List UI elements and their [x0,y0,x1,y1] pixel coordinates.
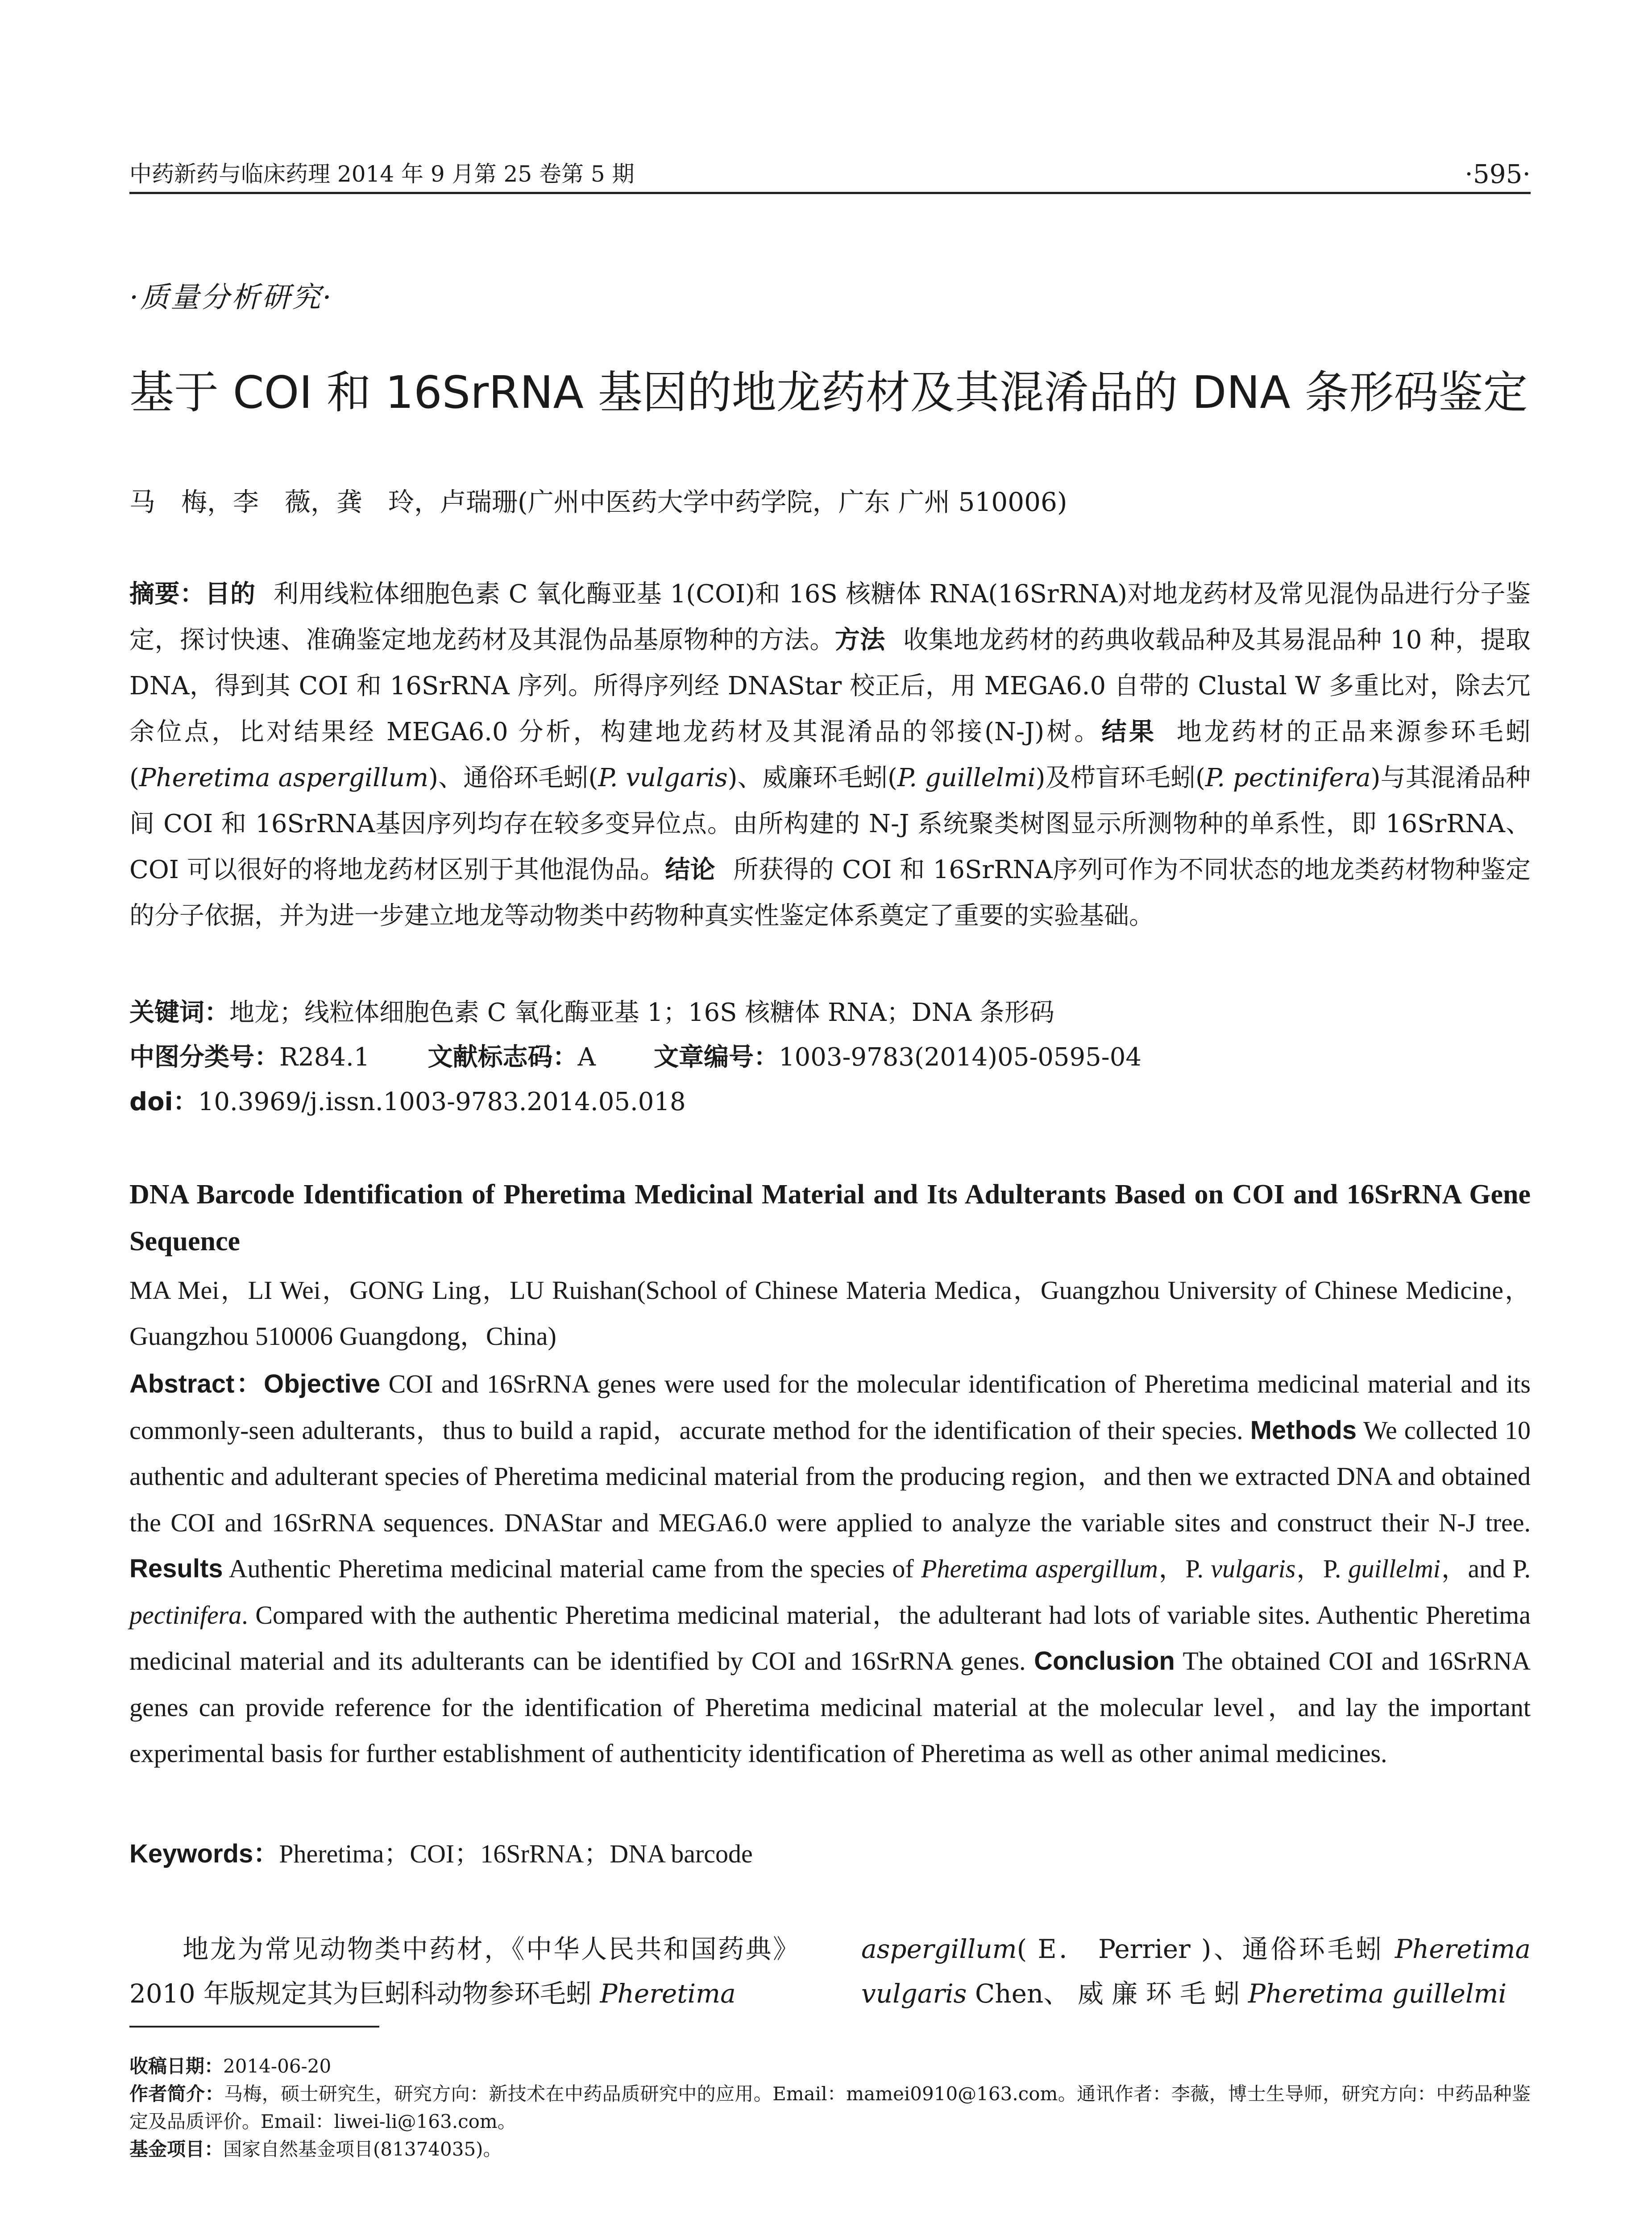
objective-en-label: Objective [264,1369,381,1398]
keywords-en [129,1832,1531,1876]
objective-zh-label: 目的 [205,580,256,609]
article-title-zh: 基于 COI 和 16SrRNA 基因的地龙药材及其混淆品的 DNA 条形码鉴定 [129,366,1528,419]
abstract-zh-label: 摘要： [129,580,205,609]
results-en-species-3: guillelmi [1348,1554,1440,1583]
results-zh-species-2: P. vulgaris [598,763,728,792]
article-no-value: 1003-9783(2014)05-0595-04 [778,1043,1141,1072]
results-zh-text-5: )与其混淆品种间 COI 和 16SrRNA基因序列均存在较多变异位点。由所构建的 N-J 系统聚类树图显示所测物种的单系性，即 16SrRNA、COI 可以很好的将地龙药材区别于其他混伪品。 [129,763,1531,884]
body-left-species: Pheretima [600,1978,736,2009]
results-zh-text-3: )、威廉环毛蚓( [727,763,897,792]
footnote-rule [129,2026,379,2028]
results-zh-label: 结果 [1101,717,1157,746]
article-metadata-zh [129,991,1531,1124]
body-left-text: 地龙为常见动物类中药材，《中华人民共和国药典》2010 年版规定其为巨蚓科动物参环毛蚓 [129,1934,799,2009]
article-title-en: DNA Barcode Identification of Pheretima Medicinal Material and Its Adulterants Based on COI and 16SrRNA Gene Sequence [129,1179,1531,1256]
abstract-en [129,1361,1531,1777]
results-en-label: Results [129,1554,223,1583]
methods-zh-label: 方法 [834,626,885,655]
body-column-left [129,1927,799,2016]
keywords-zh-text: 地龙；线粒体细胞色素 C 氧化酶亚基 1；16S 核糖体 RNA；DNA 条形码 [229,998,1054,1027]
doc-code-value: A [577,1043,596,1072]
page-number: ·595· [1465,159,1531,189]
body-column-right [861,1927,1531,2016]
objective-en-text: COI and 16SrRNA genes were used for the molecular identification of Pheretima medicinal material and its commonly-seen adulterants，thus to build a rapid，accurate method for the identification of their species. [129,1369,1531,1445]
authors-zh: 马 梅，李 薇，龚 玲，卢瑞珊(广州中医药大学中药学院，广东 广州 510006) [129,487,1067,517]
doc-code-label: 文献标志码： [428,1043,578,1072]
classification-row [129,1035,1531,1080]
conclusion-zh-label: 结论 [665,855,716,884]
article-no-label: 文章编号： [653,1043,779,1072]
body-right-text-1: ( E． Perrier )、通俗环毛蚓 [1017,1934,1384,1964]
results-en-text-1: Authentic Pheretima medicinal material came from the species of [228,1554,914,1583]
methods-en-label: Methods [1250,1415,1357,1445]
results-zh-text-2: )、通俗环毛蚓( [428,763,598,792]
body-right-species-2: Pheretima vulgaris [861,1934,1531,2009]
conclusion-zh-text: 所获得的 COI 和 16SrRNA序列可作为不同状态的地龙类药材物种鉴定的分子依据，并为进一步建立地龙等动物类中药物种真实性鉴定体系奠定了重要的实验基础。 [129,855,1531,930]
results-en-species-4: pectinifera [129,1600,242,1630]
conclusion-en-label: Conclusion [1034,1646,1175,1675]
clc-value: R284.1 [279,1043,370,1072]
section-label: ·质量分析研究· [129,281,333,314]
received-label: 收稿日期： [129,2055,224,2077]
author-info-label: 作者简介： [129,2083,224,2105]
header-rule [129,192,1531,194]
doi-label: doi： [129,1087,198,1116]
results-zh-species-3: P. guillelmi [897,763,1036,792]
received-date: 2014-06-20 [223,2055,332,2077]
results-zh-species-4: P. pectinifera [1205,763,1371,792]
body-right-text-2: Chen、 威 廉 环 毛 蚓 [975,1978,1240,2009]
results-en-text-3: ，P. [1295,1554,1341,1583]
results-zh-species-1: Pheretima aspergillum [139,763,429,792]
author-info-text: 马梅，硕士研究生，研究方向：新技术在中药品质研究中的应用。Email：mamei0910@163.com。通讯作者：李薇，博士生导师，研究方向：中药品种鉴定及品质评价。Email：liwei-li@163.com。 [129,2083,1531,2132]
keywords-zh-row [129,991,1531,1035]
results-en-species-1: Pheretima aspergillum [921,1554,1158,1583]
results-en-text-2: ，P. [1158,1554,1204,1583]
doi-value: 10.3969/j.issn.1003-9783.2014.05.018 [198,1087,686,1116]
results-en-text-4: ，and P. [1440,1554,1531,1583]
keywords-en-text: Pheretima；COI；16SrRNA；DNA barcode [279,1839,753,1868]
objective-zh-text: 利用线粒体细胞色素 C 氧化酶亚基 1(COI)和 16S 核糖体 RNA(16SrRNA)对地龙药材及常见混伪品进行分子鉴定，探讨快速、准确鉴定地龙药材及其混伪品基原物种的方法。 [129,580,1531,655]
conclusion-en-text: The obtained COI and 16SrRNA genes can provide reference for the identification of Pheretima medicinal material at the molecular level，and lay the important experimental basis for further establishment of authenticity identification of Pheretima as well as other animal medicines. [129,1646,1531,1768]
fund-label: 基金项目： [129,2138,224,2160]
clc-label: 中图分类号： [129,1043,279,1072]
results-en-text-5: . Compared with the authentic Pheretima medicinal material，the adulterant had lots of variable sites. Authentic Pheretima medicinal material and its adulterants can be identified by COI and 16SrRNA genes. [129,1600,1531,1675]
results-en-species-2: vulgaris [1211,1554,1296,1583]
footnotes [129,2053,1531,2163]
results-zh-text-4: )及栉盲环毛蚓( [1035,763,1205,792]
footnote-author [129,2080,1531,2136]
keywords-zh-label: 关键词： [129,998,229,1027]
journal-info: 中药新药与临床药理 2014 年 9 月第 25 卷第 5 期 [129,161,635,187]
fund-text: 国家自然基金项目(81374035)。 [223,2138,502,2160]
body-right-species-3: Pheretima guillelmi [1248,1978,1507,2009]
abstract-zh [129,571,1531,939]
abstract-en-label: Abstract： [129,1369,264,1398]
authors-en: MA Mei，LI Wei，GONG Ling，LU Ruishan(School of Chinese Materia Medica，Guangzhou University of Chinese Medicine，Guangzhou 510006 Guangdong，China) [129,1276,1531,1351]
footnote-received [129,2053,1531,2080]
doi-row [129,1080,1531,1124]
keywords-en-label: Keywords： [129,1839,279,1868]
results-zh-text-1: 地龙药材的正品来源参环毛蚓( [129,717,1531,792]
methods-zh-text: 收集地龙药材的药典收载品种及其易混品种 10 种，提取 DNA，得到其 COI 和 16SrRNA 序列。所得序列经 DNAStar 校正后，用 MEGA6.0 自带的 Clustal W 多重比对，除去冗余位点，比对结果经 MEGA6.0 分析，构建地龙药材及其混淆品的邻接(N-J)树。 [129,626,1531,746]
footnote-fund [129,2136,1531,2163]
body-right-species-1: aspergillum [861,1934,1017,1964]
methods-en-text: We collected 10 authentic and adulterant species of Pheretima medicinal material from the producing region，and then we extracted DNA and obtained the COI and 16SrRNA sequences. DNAStar and MEGA6.0 were applied to analyze the variable sites and construct their N-J tree. [129,1415,1531,1537]
